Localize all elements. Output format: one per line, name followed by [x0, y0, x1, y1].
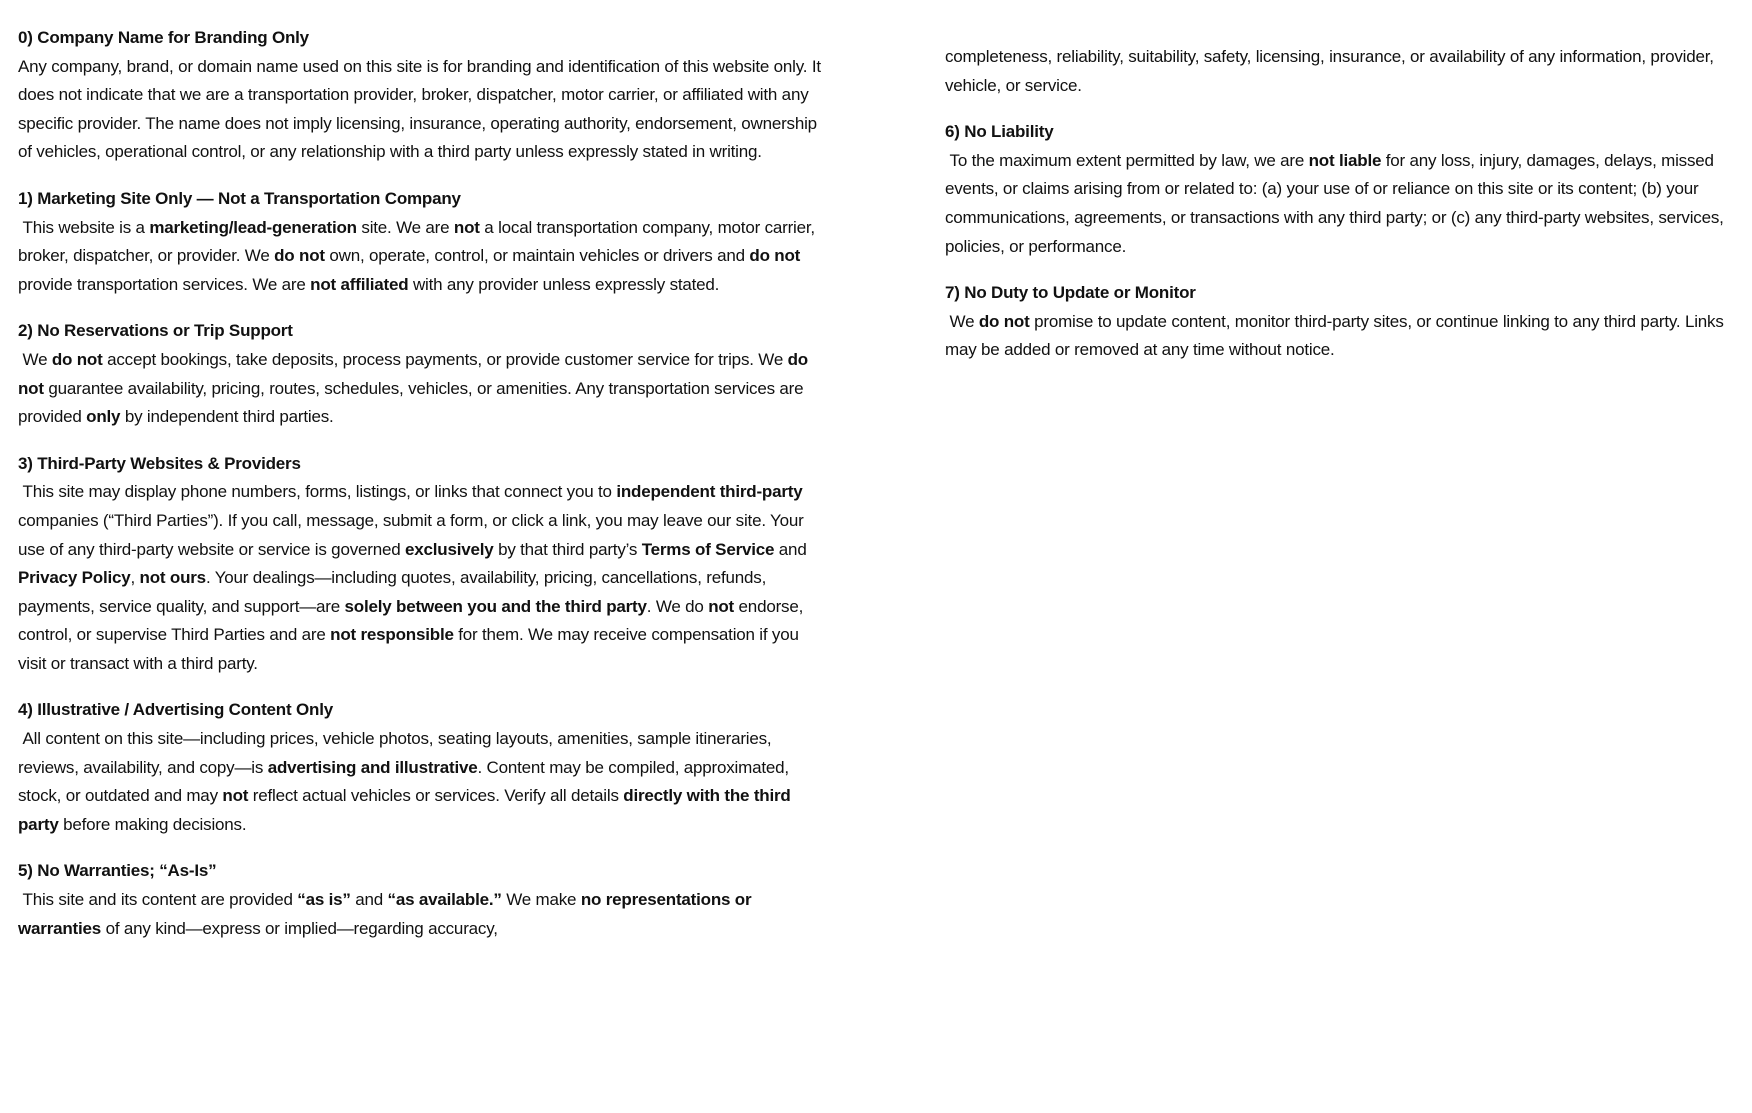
section-heading: 5) No Warranties; “As-Is” [18, 861, 217, 881]
section-heading: 6) No Liability [945, 122, 1054, 142]
emphasis-text-run: do not [51, 349, 103, 369]
disclaimer-section [18, 696, 830, 839]
text-run: and [350, 890, 388, 910]
emphasis-text-run: independent third-party [616, 482, 803, 502]
emphasis-text-run: marketing/lead-generation [149, 217, 357, 237]
text-run: for any loss, injury, damages, delays, missed events, or claims arising from or related to: (a) your use of or reliance on this site or its content; (b) your communications, agreements, or transactions with any third party; or (c) any third-party websites, services, policies, or performance. [945, 150, 1729, 256]
text-run: . We do [646, 596, 709, 616]
disclaimer-section [18, 24, 830, 167]
section-heading: 1) Marketing Site Only — Not a Transportation Company [18, 188, 461, 208]
emphasis-text-run: Terms of Service [641, 539, 775, 559]
section-body [945, 308, 1752, 365]
text-run: of any kind—express or implied—regarding accuracy, [101, 918, 498, 938]
section-body [18, 346, 830, 432]
text-run: by independent third parties. [120, 407, 334, 427]
section-heading: 7) No Duty to Update or Monitor [945, 283, 1196, 303]
disclaimer-section [18, 450, 830, 679]
text-run: , [130, 568, 140, 588]
emphasis-text-run: not liable [1308, 150, 1382, 170]
emphasis-text-run: not [222, 786, 249, 806]
text-run: a local transportation company, motor carrier, broker, dispatcher, or provider. We [18, 217, 820, 266]
text-run: We [945, 311, 979, 331]
text-run: To the maximum extent permitted by law, we are [945, 150, 1309, 170]
emphasis-text-run: not responsible [330, 625, 454, 645]
column-left [18, 24, 830, 943]
text-run: provide transportation services. We are [18, 246, 805, 294]
text-run: for them. We may receive compensation if you visit or transact with a third party. [18, 625, 804, 673]
text-run: and [774, 539, 812, 559]
text-run: Any company, brand, or domain name used on this site is for branding and identification of this website only. It does not indicate that we are a transportation provider, broker, dispatcher, motor carrier, or affiliated with any specific provider. The name does not imply licensing, insurance, operating authority, endorsement, ownership of vehicles, operational control, or any relationship with a third party unless expressly stated in writing. [18, 56, 826, 162]
column-right [945, 24, 1752, 365]
section-heading: 0) Company Name for Branding Only [18, 28, 309, 47]
section-body [18, 214, 830, 300]
text-run: This site may display phone numbers, forms, listings, or links that connect you to [18, 482, 617, 502]
emphasis-text-run: solely between you and the third party [344, 596, 647, 616]
text-run: guarantee availability, pricing, routes, schedules, vehicles, or amenities. Any transportation services are provided [18, 378, 808, 427]
emphasis-text-run: do not [18, 349, 813, 398]
section-body [18, 886, 830, 943]
emphasis-text-run: “as is” [297, 890, 351, 910]
emphasis-text-run: not affiliated [310, 274, 409, 294]
text-run: companies (“Third Parties”). If you call, message, submit a form, or click a link, you may leave our site. Your use of any third-party website or service is governed [18, 482, 809, 559]
text-run: reflect actual vehicles or services. Verify all details [248, 786, 624, 806]
text-run: This site and its content are provided [18, 890, 298, 910]
text-run: promise to update content, monitor third-party sites, or continue linking to any third party. Links may be added or removed at any time without notice. [945, 311, 1729, 360]
emphasis-text-run: not [708, 596, 735, 616]
text-run: own, operate, control, or maintain vehicles or drivers and [324, 246, 750, 266]
text-run: with any provider unless expressly stated. [408, 274, 720, 294]
section-body [18, 53, 830, 167]
emphasis-text-run: only [86, 407, 121, 427]
text-run: by that third party’s [493, 539, 642, 559]
section-heading: 4) Illustrative / Advertising Content Only [18, 700, 333, 720]
text-run: We make [501, 890, 581, 910]
emphasis-text-run: do not [749, 246, 801, 266]
emphasis-text-run: “as available.” [387, 890, 502, 910]
section-body [18, 478, 830, 678]
section-body [18, 725, 830, 839]
disclaimer-section [945, 118, 1752, 261]
text-run: endorse, control, or supervise Third Parties and are [18, 596, 808, 645]
emphasis-text-run: exclusively [405, 539, 494, 559]
emphasis-text-run: do not [274, 246, 325, 266]
disclaimer-section [18, 857, 830, 943]
emphasis-text-run: advertising and illustrative [267, 757, 478, 777]
emphasis-text-run: do not [978, 311, 1030, 331]
disclaimer-section [18, 317, 830, 431]
section-body [945, 147, 1752, 261]
section-heading: 2) No Reservations or Trip Support [18, 321, 293, 341]
text-run: accept bookings, take deposits, process payments, or provide customer service for trips. We [102, 349, 788, 369]
emphasis-text-run: not [453, 217, 480, 237]
text-run: . Content may be compiled, approximated, stock, or outdated and may [18, 757, 794, 806]
text-run: completeness, reliability, suitability, safety, licensing, insurance, or availability of any information, provider, vehicle, or service. [945, 47, 1719, 95]
section-heading: 3) Third-Party Websites & Providers [18, 453, 301, 473]
text-run: All content on this site—including prices, vehicle photos, seating layouts, amenities, sample itineraries, reviews, availability, and copy—is [18, 729, 776, 777]
text-run: before making decisions. [58, 814, 247, 834]
text-run: We [18, 349, 52, 369]
section-body [945, 43, 1752, 100]
disclaimer-section [18, 185, 830, 299]
disclaimer-section [945, 43, 1752, 100]
emphasis-text-run: directly with the third party [18, 786, 796, 834]
emphasis-text-run: no representations or warranties [18, 890, 756, 938]
emphasis-text-run: not ours [139, 568, 206, 588]
emphasis-text-run: Privacy Policy [18, 568, 131, 588]
text-run: site. We are [356, 217, 454, 237]
disclaimer-section [945, 279, 1752, 365]
text-run: . Your dealings—including quotes, availability, pricing, cancellations, refunds, payments, service quality, and support—are [18, 568, 771, 616]
text-run: This website is a [18, 217, 150, 237]
